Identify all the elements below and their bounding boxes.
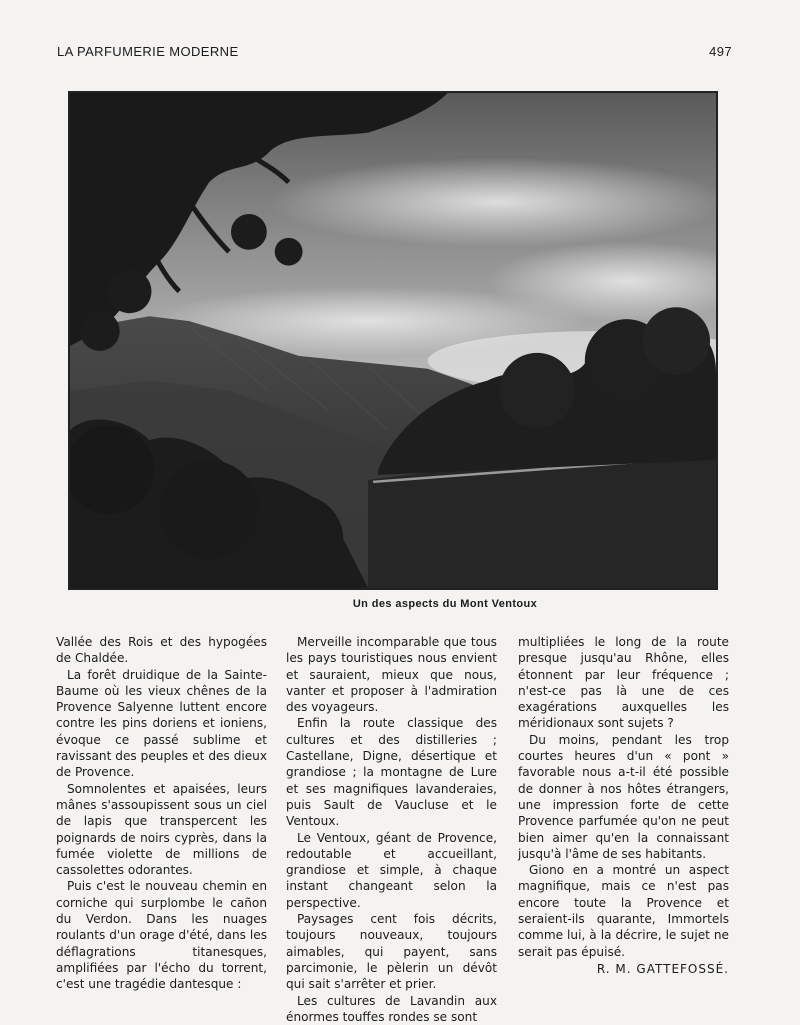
caption-text: Un des aspects du Mont Ventoux (352, 598, 538, 610)
page-number: 497 (709, 44, 732, 59)
author-signature: R. M. GATTEFOSSÉ. (596, 961, 729, 976)
mont-ventoux-photo (68, 91, 718, 590)
paragraph: Puis c'est le nouveau chemin en corniche qui surplombe le cañon du Verdon. Dans les nuages roulants d'un orage d'été, dans les déflagrations titanesques, amplifiées par l'écho du torrent, c'est une tragédie dantesque : (56, 879, 267, 992)
paragraph: Le Ventoux, géant de Provence, redoutable et accueillant, grandiose et simple, à chaque instant changeant selon la perspective. (286, 830, 497, 910)
paragraph: Merveille incomparable que tous les pays touristiques nous envient et sauraient, mieux que nous, vanter et proposer à l'admiration des voyageurs. (286, 635, 497, 715)
paragraph: Giono en a montré un aspect magnifique, mais ce n'est pas encore toute la Provence et seraient-ils quarante, Immortels comme lui, à la décrire, le sujet ne serait pas épuisé. (518, 863, 729, 959)
paragraph: Enfin la route classique des cultures et des distilleries ; Castellane, Digne, désertique et grandiose ; la montagne de Lure et ses magnifiques lavanderaies, puis Sault de Vaucluse et le Ventoux. (286, 716, 497, 829)
photo-caption (0, 598, 800, 610)
landscape-photo-image (70, 93, 716, 588)
paragraph: multipliées le long de la route presque jusqu'au Rhône, elles étonnent par leur fréquence ; n'est-ce pas là une de ces exagérations auxquelles les méridionaux sont sujets ? (518, 635, 729, 731)
paragraph: La forêt druidique de la Sainte-Baume où les vieux chênes de la Provence Salyenne luttent encore contre les pins doriens et ioniens, évoque ce passé sublime et ravissant des peuples et des dieux de Provence. (56, 667, 267, 780)
text-column-2 (286, 634, 497, 1025)
paragraph: Les cultures de Lavandin aux énormes touffes rondes se sont (286, 993, 497, 1024)
text-column-3 (518, 634, 729, 977)
paragraph: Du moins, pendant les trop courtes heures d'un « pont » favorable nous a-t-il été possible de donner à nos hôtes étrangers, une impression forte de cette Provence parfumée qu'on ne peut bien aimer qu'en la connaissant jusqu'à l'âme de ses habitants. (518, 732, 729, 861)
paragraph: Somnolentes et apaisées, leurs mânes s'assoupissent sous un ciel de lapis que transpercent les poignards de noirs cyprès, dans la fumée violette de millions de cassolettes odorantes. (56, 781, 267, 878)
paragraph: Paysages cent fois décrits, toujours nouveaux, toujours aimables, qui payent, sans parcimonie, le pèlerin un dévôt qui sait s'arrêter et prier. (286, 912, 497, 992)
journal-title: LA PARFUMERIE MODERNE (57, 44, 239, 59)
paragraph: Vallée des Rois et des hypogées de Chaldée. (56, 635, 267, 666)
text-column-1 (56, 634, 267, 993)
